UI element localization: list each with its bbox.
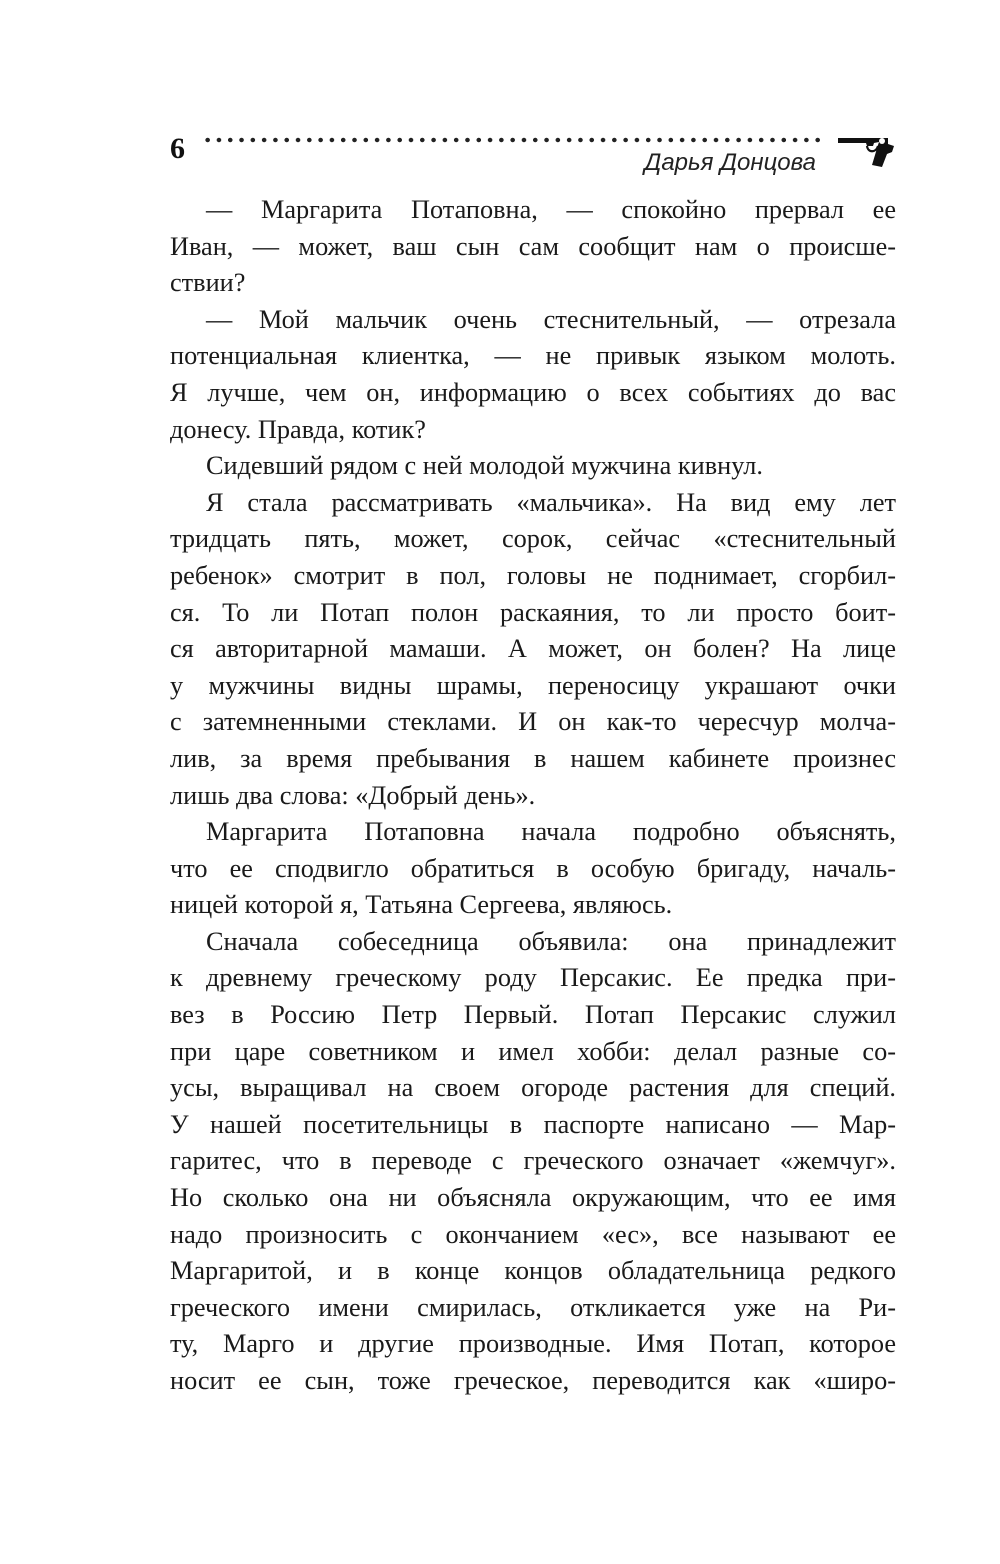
text-line: Маргаритой, и в конце концов обладательница редкого [170, 1256, 896, 1286]
text-line: ребенок» смотрит в пол, головы не поднимает, сгорбил- [170, 560, 896, 590]
running-header [166, 128, 896, 178]
text-line: с затемненными стеклами. И он как-то чересчур молча- [170, 707, 896, 737]
text-line: лишь два слова: «Добрый день». [170, 780, 536, 810]
text-line: усы, выращивал на своем огороде растения для специй. [170, 1073, 896, 1103]
revolver-icon [836, 132, 896, 168]
text-line: носит ее сын, тоже греческое, переводится как «широ- [170, 1366, 896, 1395]
text-line: ся. То ли Потап полон раскаяния, то ли просто боит- [170, 597, 896, 627]
running-header-author: Дарья Донцова [644, 149, 816, 176]
text-line: лив, за время пребывания в нашем кабинете произнес [170, 743, 896, 773]
text-line: — Мой мальчик очень стеснительный, — отрезала [206, 304, 896, 334]
text-line: Сидевший рядом с ней молодой мужчина кивнул. [206, 451, 763, 481]
text-line: гаритес, что в переводе с греческого означает «жемчуг». [170, 1146, 896, 1176]
text-line: греческого имени смирилась, откликается уже на Ри- [170, 1292, 896, 1322]
text-line: донесу. Правда, котик? [170, 414, 426, 444]
text-line: У нашей посетительницы в паспорте написано — Мар- [170, 1109, 896, 1139]
dotted-rule [202, 136, 826, 144]
text-line: к древнему греческому роду Персакис. Ее предка при- [170, 963, 896, 993]
page-number: 6 [170, 132, 185, 165]
text-line: Я лучше, чем он, информацию о всех событиях до вас [170, 377, 896, 407]
text-line: Иван, — может, ваш сын сам сообщит нам о происше- [170, 231, 896, 261]
text-line: потенциальная клиентка, — не привык языком молоть. [170, 341, 896, 371]
text-line: ся авторитарной мамаши. А может, он болен? На лице [170, 634, 896, 664]
text-line: Я стала рассматривать «мальчика». На вид ему лет [206, 487, 896, 517]
text-line: ницей которой я, Татьяна Сергеева, являюсь. [170, 890, 673, 920]
text-line: вез в Россию Петр Первый. Потап Персакис служил [170, 1000, 896, 1030]
text-line: тридцать пять, может, сорок, сейчас «стеснительный [170, 524, 896, 554]
text-line: — Маргарита Потаповна, — спокойно прервал ее [206, 195, 896, 224]
text-line: у мужчины видны шрамы, переносицу украшают очки [170, 670, 896, 700]
text-line: Сначала собеседница объявила: она принадлежит [206, 926, 896, 956]
text-line: надо произносить с окончанием «ес», все называют ее [170, 1219, 896, 1249]
text-line: ствии? [170, 268, 246, 298]
body-text [170, 192, 896, 1400]
text-line: что ее сподвигло обратиться в особую бригаду, началь- [170, 853, 896, 883]
text-line: при царе советником и имел хобби: делал разные со- [170, 1036, 896, 1066]
text-line: Маргарита Потаповна начала подробно объяснять, [206, 817, 896, 847]
text-line: ту, Марго и другие производные. Имя Потап, которое [170, 1329, 896, 1359]
text-line: Но сколько она ни объясняла окружающим, что ее имя [170, 1183, 896, 1213]
